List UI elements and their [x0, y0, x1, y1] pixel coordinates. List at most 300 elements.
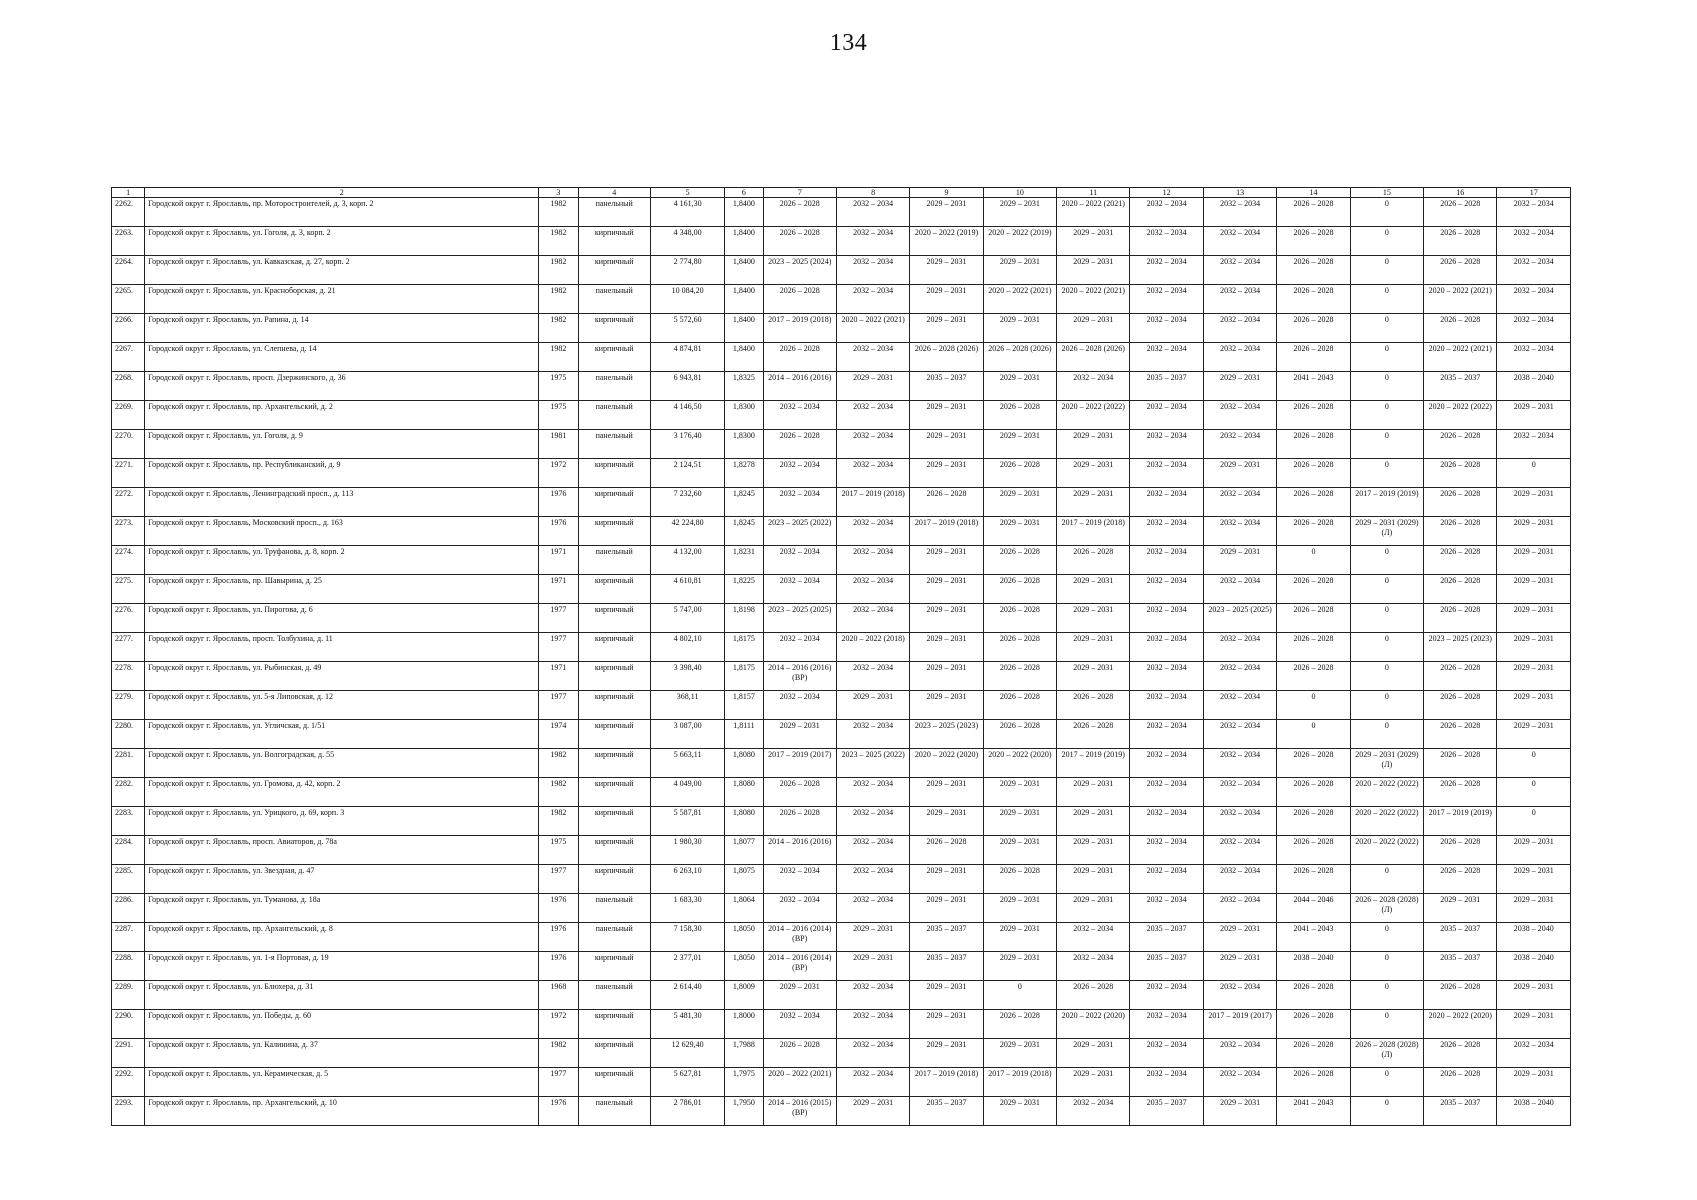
table-row: [112, 488, 1571, 517]
table-cell: 0: [1277, 720, 1350, 749]
table-cell: 2026 – 2028: [1424, 430, 1497, 459]
table-cell: 2026 – 2028: [763, 198, 836, 227]
table-cell: 2020 – 2022 (2021): [983, 285, 1056, 314]
table-cell: панельный: [578, 1097, 650, 1126]
table-cell: 2035 – 2037: [910, 923, 983, 952]
table-cell: 2020 – 2022 (2020): [910, 749, 983, 778]
table-cell: 2029 – 2031: [910, 662, 983, 691]
table-cell: 2017 – 2019 (2018): [1057, 517, 1130, 546]
table-cell: 2293.: [112, 1097, 145, 1126]
table-cell: 2026 – 2028: [983, 546, 1056, 575]
table-cell: кирпичный: [578, 691, 650, 720]
table-cell: 2032 – 2034: [763, 691, 836, 720]
table-cell: 2032 – 2034: [836, 575, 909, 604]
table-cell: 2026 – 2028: [1424, 227, 1497, 256]
table-cell: 2029 – 2031: [1057, 778, 1130, 807]
table-cell: 0: [1350, 1010, 1423, 1039]
table-cell: 1,8300: [725, 401, 763, 430]
table-cell: 2032 – 2034: [836, 285, 909, 314]
table-cell: 2 377,01: [650, 952, 724, 981]
table-row: [112, 952, 1571, 981]
table-cell: 2020 – 2022 (2021): [1424, 285, 1497, 314]
table-cell: 2026 – 2028 (2026): [1057, 343, 1130, 372]
table-cell: 1,8325: [725, 372, 763, 401]
column-number: 6: [725, 188, 763, 198]
table-cell: 2032 – 2034: [836, 720, 909, 749]
table-cell: 2035 – 2037: [910, 372, 983, 401]
table-cell: 0: [1350, 343, 1423, 372]
table-cell: Городской округ г. Ярославль, ул. Урицкого, д. 69, корп. 3: [145, 807, 539, 836]
table-cell: 1982: [539, 749, 578, 778]
table-row: [112, 1039, 1571, 1068]
table-cell: 0: [1350, 923, 1423, 952]
table-cell: кирпичный: [578, 343, 650, 372]
table-cell: 1,8009: [725, 981, 763, 1010]
table-row: [112, 662, 1571, 691]
table-cell: 2026 – 2028: [1424, 488, 1497, 517]
table-cell: 2032 – 2034: [1130, 198, 1203, 227]
table-cell: 2023 – 2025 (2025): [763, 604, 836, 633]
table-cell: 2032 – 2034: [1130, 749, 1203, 778]
table-cell: 2032 – 2034: [1130, 604, 1203, 633]
table-cell: 2026 – 2028: [1424, 604, 1497, 633]
table-row: [112, 865, 1571, 894]
table-cell: 2032 – 2034: [763, 894, 836, 923]
table-cell: 2029 – 2031: [1497, 836, 1571, 865]
table-cell: 2032 – 2034: [1130, 459, 1203, 488]
table-row: [112, 459, 1571, 488]
table-cell: панельный: [578, 372, 650, 401]
table-cell: 2035 – 2037: [1130, 1097, 1203, 1126]
table-cell: 2029 – 2031: [1057, 1068, 1130, 1097]
table-cell: 2035 – 2037: [1130, 372, 1203, 401]
table-cell: 2026 – 2028: [1424, 314, 1497, 343]
table-cell: 0: [1497, 749, 1571, 778]
table-cell: 1976: [539, 894, 578, 923]
table-cell: 2032 – 2034: [1203, 256, 1276, 285]
table-cell: 2026 – 2028: [1277, 343, 1350, 372]
table-cell: 1982: [539, 343, 578, 372]
table-cell: 2044 – 2046: [1277, 894, 1350, 923]
table-cell: Городской округ г. Ярославль, пр. Архангельский, д. 2: [145, 401, 539, 430]
table-cell: 1,8064: [725, 894, 763, 923]
table-cell: 1,8231: [725, 546, 763, 575]
table-cell: 2291.: [112, 1039, 145, 1068]
table-cell: 2029 – 2031: [1497, 894, 1571, 923]
table-cell: 2032 – 2034: [1130, 865, 1203, 894]
table-cell: 2029 – 2031: [1497, 633, 1571, 662]
table-cell: 2029 – 2031: [910, 981, 983, 1010]
table-cell: 2026 – 2028: [1277, 778, 1350, 807]
table-cell: 2020 – 2022 (2019): [983, 227, 1056, 256]
table-cell: 2029 – 2031: [983, 807, 1056, 836]
table-cell: 2026 – 2028 (2026): [983, 343, 1056, 372]
table-cell: 1,8400: [725, 227, 763, 256]
table-cell: 2029 – 2031: [983, 488, 1056, 517]
table-cell: 2029 – 2031: [910, 1039, 983, 1068]
table-cell: 2266.: [112, 314, 145, 343]
table-cell: 2032 – 2034: [1203, 836, 1276, 865]
table-cell: 2268.: [112, 372, 145, 401]
table-cell: 2032 – 2034: [836, 256, 909, 285]
table-cell: 0: [1350, 198, 1423, 227]
table-cell: 2032 – 2034: [1130, 256, 1203, 285]
table-cell: 2035 – 2037: [1424, 1097, 1497, 1126]
table-cell: 2020 – 2022 (2022): [1424, 401, 1497, 430]
table-cell: 2032 – 2034: [836, 865, 909, 894]
table-cell: 2026 – 2028: [1057, 691, 1130, 720]
table-cell: 2026 – 2028: [1277, 807, 1350, 836]
table-cell: 2020 – 2022 (2022): [1057, 401, 1130, 430]
table-cell: 2029 – 2031: [983, 894, 1056, 923]
table-cell: 2032 – 2034: [1203, 778, 1276, 807]
table-cell: 2032 – 2034: [1203, 575, 1276, 604]
table-row: [112, 604, 1571, 633]
table-cell: 2 774,80: [650, 256, 724, 285]
table-cell: 2032 – 2034: [1203, 691, 1276, 720]
table-cell: 2020 – 2022 (2018): [836, 633, 909, 662]
table-cell: 2038 – 2040: [1497, 952, 1571, 981]
table-cell: 2023 – 2025 (2023): [1424, 633, 1497, 662]
table-cell: 1971: [539, 546, 578, 575]
table-cell: 2029 – 2031: [1057, 662, 1130, 691]
table-cell: 2035 – 2037: [1424, 923, 1497, 952]
table-row: [112, 836, 1571, 865]
table-cell: 2026 – 2028: [1277, 604, 1350, 633]
table-cell: 5 747,00: [650, 604, 724, 633]
table-cell: 2029 – 2031: [983, 372, 1056, 401]
table-cell: Городской округ г. Ярославль, ул. Блюхера, д. 31: [145, 981, 539, 1010]
table-cell: 2041 – 2043: [1277, 923, 1350, 952]
table-cell: 2029 – 2031: [836, 691, 909, 720]
table-row: [112, 517, 1571, 546]
table-cell: 2014 – 2016 (2016) (ВР): [763, 662, 836, 691]
table-cell: 2029 – 2031: [910, 691, 983, 720]
table-cell: 2026 – 2028: [1277, 662, 1350, 691]
table-cell: 2029 – 2031: [983, 778, 1056, 807]
table-cell: Городской округ г. Ярославль, пр. Республиканский, д. 9: [145, 459, 539, 488]
table-cell: 1976: [539, 1097, 578, 1126]
table-cell: 2026 – 2028: [1277, 314, 1350, 343]
table-cell: 2029 – 2031: [910, 865, 983, 894]
table-cell: 1977: [539, 691, 578, 720]
table-cell: 1,8000: [725, 1010, 763, 1039]
table-cell: Городской округ г. Ярославль, ул. Победы, д. 60: [145, 1010, 539, 1039]
table-cell: 2269.: [112, 401, 145, 430]
table-cell: 2032 – 2034: [836, 1068, 909, 1097]
table-cell: 1982: [539, 807, 578, 836]
column-number: 15: [1350, 188, 1423, 198]
table-cell: 2029 – 2031: [1424, 894, 1497, 923]
table-cell: 2032 – 2034: [1130, 430, 1203, 459]
table-cell: 2283.: [112, 807, 145, 836]
table-cell: 2026 – 2028: [1424, 691, 1497, 720]
table-cell: Городской округ г. Ярославль, ул. Калинина, д. 37: [145, 1039, 539, 1068]
table-cell: 2017 – 2019 (2018): [910, 517, 983, 546]
table-cell: 2029 – 2031: [1057, 227, 1130, 256]
table-cell: Городской округ г. Ярославль, ул. 1-я Портовая, д. 19: [145, 952, 539, 981]
table-cell: 2020 – 2022 (2021): [1057, 285, 1130, 314]
table-cell: кирпичный: [578, 778, 650, 807]
table-cell: 2032 – 2034: [1130, 488, 1203, 517]
table-cell: 2032 – 2034: [1130, 227, 1203, 256]
table-cell: 0: [1350, 372, 1423, 401]
table-cell: 2029 – 2031: [910, 604, 983, 633]
table-cell: 1982: [539, 778, 578, 807]
table-cell: 1,7988: [725, 1039, 763, 1068]
table-cell: 2020 – 2022 (2021): [1424, 343, 1497, 372]
table-row: [112, 894, 1571, 923]
table-cell: 2029 – 2031: [836, 923, 909, 952]
table-cell: 2029 – 2031: [1203, 459, 1276, 488]
table-cell: 2029 – 2031: [910, 546, 983, 575]
table-cell: 2029 – 2031: [1203, 1097, 1276, 1126]
table-cell: 4 802,10: [650, 633, 724, 662]
table-cell: 4 049,00: [650, 778, 724, 807]
table-cell: 2017 – 2019 (2019): [1424, 807, 1497, 836]
table-cell: 2029 – 2031: [983, 836, 1056, 865]
table-cell: 2026 – 2028: [1424, 720, 1497, 749]
table-cell: 2029 – 2031: [983, 198, 1056, 227]
table-row: [112, 1068, 1571, 1097]
table-cell: 2026 – 2028: [983, 633, 1056, 662]
table-cell: 2026 – 2028: [1424, 546, 1497, 575]
table-cell: 1,8080: [725, 778, 763, 807]
table-cell: 2032 – 2034: [836, 1010, 909, 1039]
table-cell: 2032 – 2034: [1497, 430, 1571, 459]
table-cell: 1972: [539, 459, 578, 488]
table-cell: 3 398,40: [650, 662, 724, 691]
column-number: 1: [112, 188, 145, 198]
table-cell: 2 786,01: [650, 1097, 724, 1126]
table-cell: 1,8175: [725, 633, 763, 662]
table-cell: 2029 – 2031: [1057, 894, 1130, 923]
table-cell: 2272.: [112, 488, 145, 517]
table-cell: 2032 – 2034: [1497, 285, 1571, 314]
table-cell: 1,8175: [725, 662, 763, 691]
table-cell: 0: [1497, 778, 1571, 807]
table-cell: Городской округ г. Ярославль, ул. Рапина, д. 14: [145, 314, 539, 343]
table-cell: 2026 – 2028: [1277, 1039, 1350, 1068]
table-cell: 2029 – 2031: [983, 923, 1056, 952]
table-cell: 2026 – 2028: [1277, 865, 1350, 894]
table-cell: 2026 – 2028 (2028) (Л): [1350, 894, 1423, 923]
table-cell: 2023 – 2025 (2022): [763, 517, 836, 546]
table-cell: 2281.: [112, 749, 145, 778]
table-cell: 2032 – 2034: [836, 546, 909, 575]
table-cell: 2026 – 2028: [1277, 459, 1350, 488]
table-cell: 1,8080: [725, 749, 763, 778]
table-cell: 2026 – 2028: [910, 488, 983, 517]
table-cell: 2032 – 2034: [1130, 1010, 1203, 1039]
table-cell: 1982: [539, 1039, 578, 1068]
table-cell: 2029 – 2031: [1203, 952, 1276, 981]
table-cell: Городской округ г. Ярославль, Ленинградский просп., д. 113: [145, 488, 539, 517]
table-cell: 2029 – 2031 (2029) (Л): [1350, 517, 1423, 546]
table-cell: 1976: [539, 517, 578, 546]
table-cell: Городской округ г. Ярославль, пр. Архангельский, д. 8: [145, 923, 539, 952]
table-row: [112, 314, 1571, 343]
table-cell: 2014 – 2016 (2014) (ВР): [763, 923, 836, 952]
table-cell: 2035 – 2037: [910, 1097, 983, 1126]
table-cell: 2032 – 2034: [763, 401, 836, 430]
table-cell: 0: [1350, 314, 1423, 343]
table-cell: 2029 – 2031: [910, 401, 983, 430]
table-cell: 2029 – 2031: [836, 372, 909, 401]
table-cell: 2026 – 2028: [910, 836, 983, 865]
table-cell: 2026 – 2028: [983, 720, 1056, 749]
column-number: 16: [1424, 188, 1497, 198]
table-cell: 2020 – 2022 (2021): [763, 1068, 836, 1097]
table-cell: 1,8198: [725, 604, 763, 633]
table-cell: 1977: [539, 865, 578, 894]
table-cell: 1,8075: [725, 865, 763, 894]
table-cell: 1975: [539, 372, 578, 401]
column-number-header: [112, 188, 1571, 198]
table-cell: 2032 – 2034: [1497, 256, 1571, 285]
column-number: 3: [539, 188, 578, 198]
table-cell: 2032 – 2034: [1203, 981, 1276, 1010]
table-cell: 2032 – 2034: [763, 546, 836, 575]
table-cell: 0: [1350, 546, 1423, 575]
table-cell: 0: [983, 981, 1056, 1010]
table-cell: кирпичный: [578, 1068, 650, 1097]
table-cell: 1,8080: [725, 807, 763, 836]
table-cell: 2026 – 2028: [1424, 517, 1497, 546]
table-cell: 5 587,81: [650, 807, 724, 836]
table-cell: 2032 – 2034: [1130, 1039, 1203, 1068]
table-cell: 2026 – 2028: [1277, 749, 1350, 778]
table-cell: 2032 – 2034: [763, 1010, 836, 1039]
table-cell: 2029 – 2031: [836, 952, 909, 981]
table-cell: 2029 – 2031: [1057, 633, 1130, 662]
table-cell: 1977: [539, 604, 578, 633]
table-cell: 2017 – 2019 (2018): [763, 314, 836, 343]
table-cell: 2289.: [112, 981, 145, 1010]
table-cell: 2032 – 2034: [1203, 227, 1276, 256]
table-row: [112, 807, 1571, 836]
register-table-container: [111, 187, 1571, 1126]
table-cell: 2029 – 2031: [983, 1039, 1056, 1068]
table-cell: 1977: [539, 1068, 578, 1097]
table-cell: 2029 – 2031: [910, 633, 983, 662]
table-cell: 6 943,81: [650, 372, 724, 401]
table-cell: 2026 – 2028: [1277, 517, 1350, 546]
table-cell: 2029 – 2031: [910, 807, 983, 836]
table-cell: 2032 – 2034: [1203, 488, 1276, 517]
table-cell: Городской округ г. Ярославль, ул. Гоголя, д. 3, корп. 2: [145, 227, 539, 256]
table-cell: 2032 – 2034: [1203, 720, 1276, 749]
table-cell: кирпичный: [578, 865, 650, 894]
table-cell: 2029 – 2031: [983, 1097, 1056, 1126]
table-cell: кирпичный: [578, 488, 650, 517]
table-cell: 2029 – 2031: [1057, 604, 1130, 633]
table-cell: 2032 – 2034: [1130, 662, 1203, 691]
table-cell: 2029 – 2031: [1497, 662, 1571, 691]
table-cell: 2029 – 2031: [1497, 1068, 1571, 1097]
table-cell: Городской округ г. Ярославль, просп. Дзержинского, д. 36: [145, 372, 539, 401]
table-cell: 0: [1350, 633, 1423, 662]
table-cell: 2026 – 2028: [1277, 488, 1350, 517]
table-cell: 2017 – 2019 (2018): [836, 488, 909, 517]
table-cell: Городской округ г. Ярославль, ул. Угличская, д. 1/51: [145, 720, 539, 749]
table-cell: 2032 – 2034: [1203, 198, 1276, 227]
column-number: 7: [763, 188, 836, 198]
table-cell: 1,8050: [725, 952, 763, 981]
table-cell: 2032 – 2034: [836, 807, 909, 836]
table-cell: 1,8157: [725, 691, 763, 720]
table-cell: 2026 – 2028: [1057, 981, 1130, 1010]
table-cell: 2029 – 2031: [1497, 517, 1571, 546]
table-cell: 1976: [539, 923, 578, 952]
table-cell: Городской округ г. Ярославль, пр. Шавырина, д. 25: [145, 575, 539, 604]
table-cell: 1,8400: [725, 256, 763, 285]
table-cell: 2026 – 2028: [983, 662, 1056, 691]
table-cell: 2026 – 2028: [1424, 1068, 1497, 1097]
table-cell: 0: [1497, 807, 1571, 836]
table-cell: 2032 – 2034: [1130, 285, 1203, 314]
table-cell: 2032 – 2034: [836, 894, 909, 923]
table-cell: 1,8050: [725, 923, 763, 952]
table-cell: 2029 – 2031: [1057, 575, 1130, 604]
table-cell: 5 572,60: [650, 314, 724, 343]
table-cell: Городской округ г. Ярославль, ул. Кавказская, д. 27, корп. 2: [145, 256, 539, 285]
table-cell: 2 614,40: [650, 981, 724, 1010]
table-cell: 2029 – 2031: [1497, 401, 1571, 430]
table-cell: 2038 – 2040: [1277, 952, 1350, 981]
table-row: [112, 401, 1571, 430]
table-cell: 2032 – 2034: [1497, 314, 1571, 343]
table-cell: Городской округ г. Ярославль, Московский просп., д. 163: [145, 517, 539, 546]
table-cell: 2026 – 2028: [1277, 285, 1350, 314]
table-cell: 1982: [539, 285, 578, 314]
column-number: 11: [1057, 188, 1130, 198]
table-cell: 2014 – 2016 (2014) (ВР): [763, 952, 836, 981]
table-cell: 2029 – 2031: [1497, 981, 1571, 1010]
table-cell: 2032 – 2034: [763, 865, 836, 894]
table-cell: 2029 – 2031: [1497, 575, 1571, 604]
table-cell: 2029 – 2031: [1057, 256, 1130, 285]
table-cell: 2267.: [112, 343, 145, 372]
table-cell: 2032 – 2034: [1130, 575, 1203, 604]
table-cell: 4 348,00: [650, 227, 724, 256]
table-cell: 3 176,40: [650, 430, 724, 459]
table-cell: 2026 – 2028: [983, 401, 1056, 430]
table-cell: 2026 – 2028: [983, 1010, 1056, 1039]
table-cell: 1971: [539, 575, 578, 604]
table-cell: 1,8111: [725, 720, 763, 749]
table-cell: 2029 – 2031 (2029) (Л): [1350, 749, 1423, 778]
table-cell: панельный: [578, 198, 650, 227]
table-cell: 1,8400: [725, 285, 763, 314]
table-cell: 2014 – 2016 (2016): [763, 372, 836, 401]
table-row: [112, 575, 1571, 604]
table-cell: 2287.: [112, 923, 145, 952]
table-cell: 1971: [539, 662, 578, 691]
table-cell: 1,8077: [725, 836, 763, 865]
table-cell: 5 627,81: [650, 1068, 724, 1097]
table-cell: 1982: [539, 198, 578, 227]
table-cell: 2026 – 2028: [763, 778, 836, 807]
table-cell: 2026 – 2028: [1424, 575, 1497, 604]
table-cell: 2026 – 2028: [1277, 1068, 1350, 1097]
table-cell: 2026 – 2028: [1277, 227, 1350, 256]
table-cell: 2020 – 2022 (2022): [1350, 807, 1423, 836]
table-row: [112, 1010, 1571, 1039]
table-cell: 0: [1497, 459, 1571, 488]
table-cell: 2276.: [112, 604, 145, 633]
table-cell: 2026 – 2028: [1424, 749, 1497, 778]
